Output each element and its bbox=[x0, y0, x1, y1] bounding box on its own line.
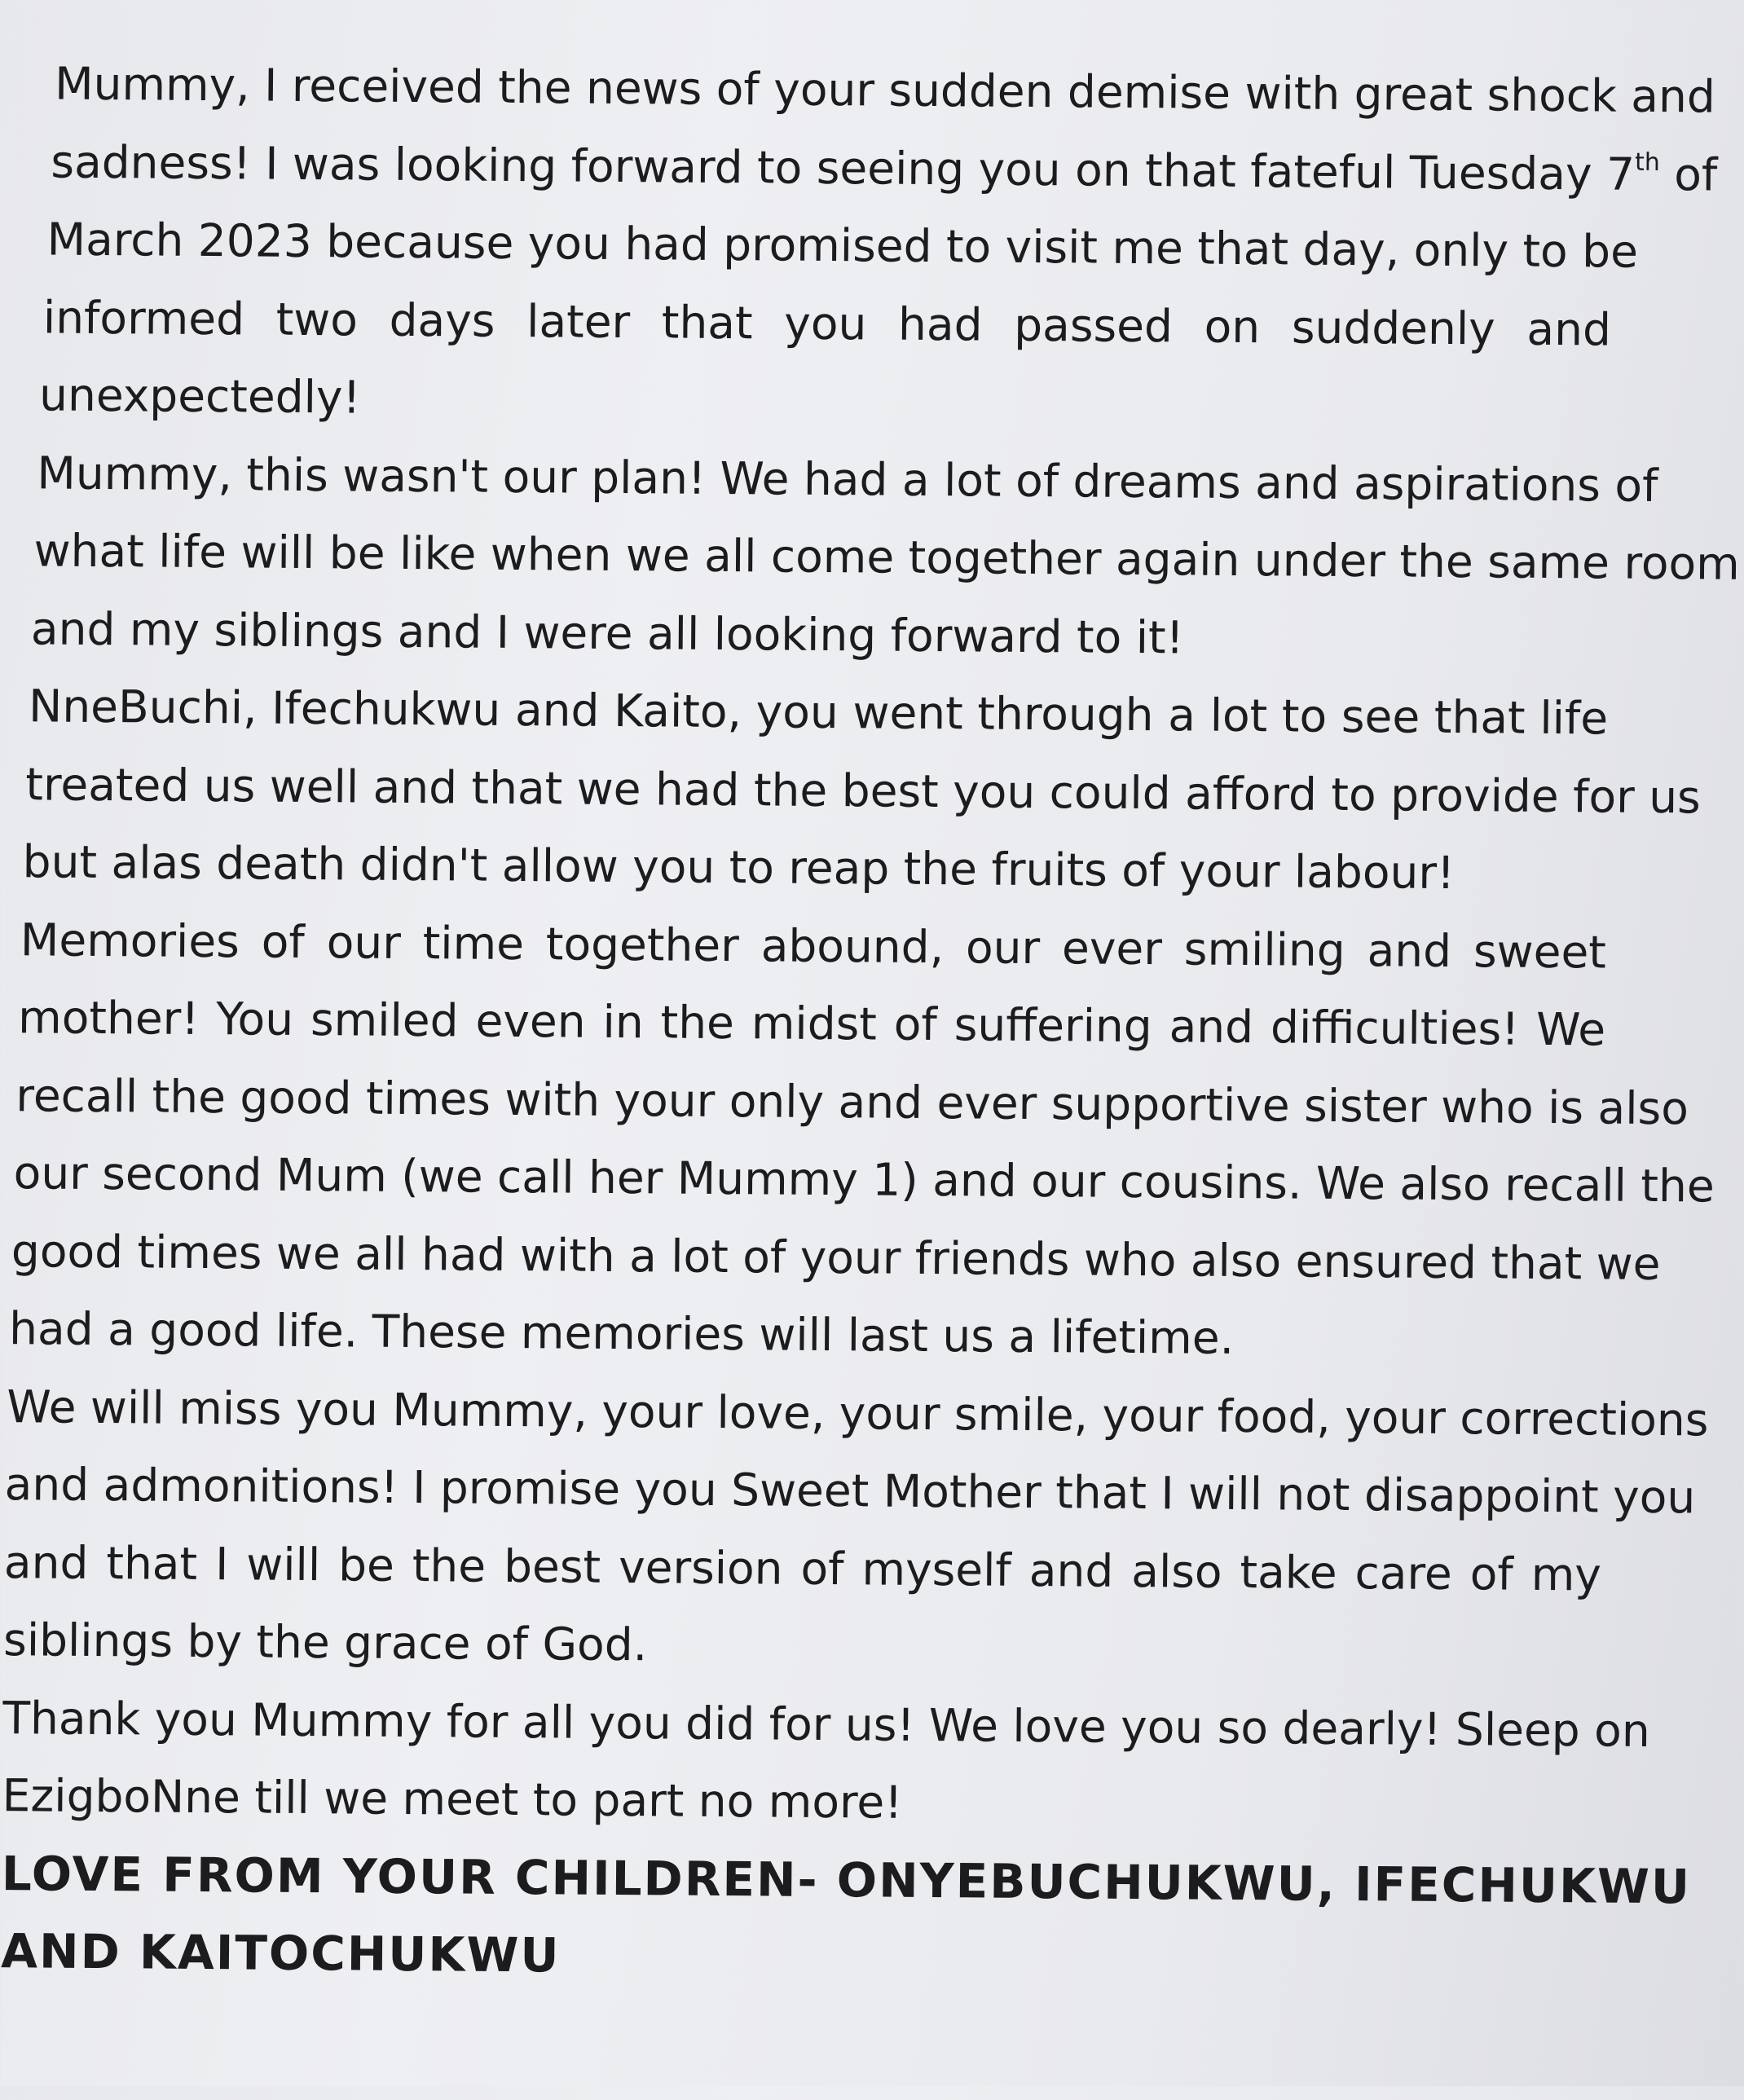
letter-line: and my siblings and I were all looking forward to it! bbox=[30, 601, 1184, 663]
letter-line: informed two days later that you had passed on suddenly and bbox=[42, 290, 1612, 356]
letter-line: Mummy, this wasn't our plan! We had a lot of dreams and aspirations of bbox=[37, 446, 1658, 512]
letter-line: Memories of our time together abound, our ever smiling and sweet bbox=[20, 913, 1607, 979]
letter-line: had a good life. These memories will last us a lifetime. bbox=[8, 1302, 1235, 1364]
letter-line: good times we all had with a lot of your friends who also ensured that we bbox=[11, 1224, 1661, 1290]
closing-signature: LOVE FROM YOUR CHILDREN- ONYEBUCHUKWU, IFECHUKWU bbox=[1, 1845, 1692, 1914]
letter-line: NneBuchi, Ifechukwu and Kaito, you went through a lot to see that life bbox=[28, 680, 1609, 745]
letter-line: treated us well and that we had the best you could afford to provide for us bbox=[25, 757, 1701, 823]
closing-signature: AND KAITOCHUKWU bbox=[0, 1923, 561, 1983]
letter-line: what life will be like when we all come together again under the same room bbox=[33, 524, 1741, 590]
letter-line: March 2023 because you had promised to visit me that day, only to be bbox=[46, 213, 1639, 278]
letter-text: sadness! I was looking forward to seeing you on that fateful Tuesday 7 bbox=[51, 134, 1636, 200]
letter-line: recall the good times with your only and ever supportive sister who is also bbox=[15, 1068, 1689, 1134]
letter-line: and admonitions! I promise you Sweet Mother that I will not disappoint you bbox=[4, 1458, 1696, 1524]
letter-line bbox=[15, 123, 1718, 214]
letter-line: Thank you Mummy for all you did for us! We love you so dearly! Sleep on bbox=[2, 1691, 1650, 1757]
letter-line: We will miss you Mummy, your love, your smile, your food, your corrections bbox=[7, 1380, 1709, 1446]
letter-line: our second Mum (we call her Mummy 1) and our cousins. We also recall the bbox=[13, 1147, 1715, 1213]
letter-line: EzigboNne till we meet to part no more! bbox=[2, 1769, 903, 1829]
letter-line: but alas death didn't allow you to reap the fruits of your labour! bbox=[22, 835, 1456, 900]
letter-line: unexpectedly! bbox=[38, 368, 361, 424]
letter-text: of bbox=[1659, 147, 1718, 201]
letter-line: siblings by the grace of God. bbox=[2, 1614, 648, 1671]
letter-line: Mummy, I received the news of your sudden demise with great shock and bbox=[54, 57, 1716, 123]
ordinal-suffix: th bbox=[1634, 147, 1661, 177]
letter-line: and that I will be the best version of myself and also take care of my bbox=[3, 1535, 1602, 1600]
tribute-letter bbox=[0, 45, 1741, 2003]
letter-line: mother! You smiled even in the midst of suffering and difficulties! We bbox=[17, 991, 1606, 1056]
